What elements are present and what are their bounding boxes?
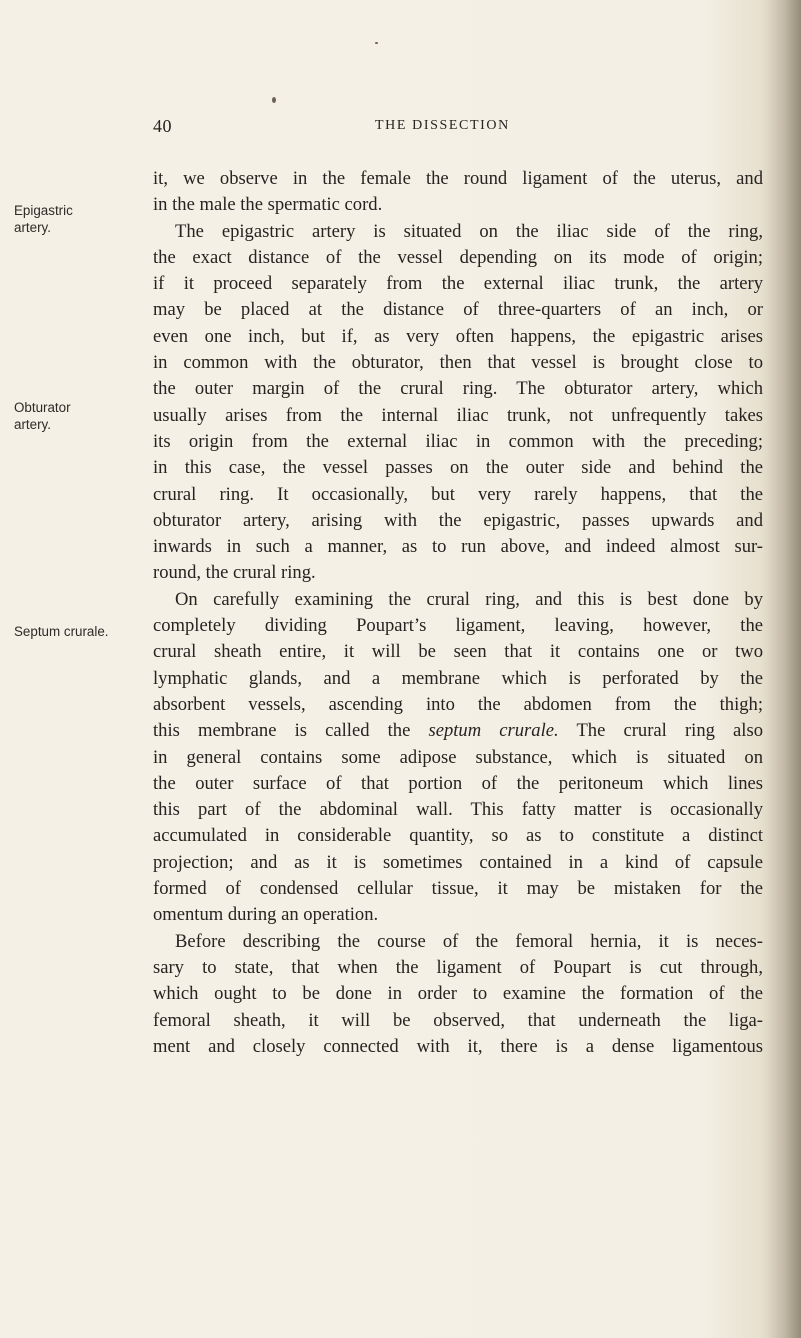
text-line-with-italic	[153, 718, 763, 744]
text-line: may be placed at the distance of three-quarters of an inch, or	[153, 299, 763, 321]
text-line: this part of the abdominal wall. This fatty matter is occasionally	[153, 799, 763, 821]
page-header	[153, 116, 753, 140]
text-line: which ought to be done in order to examine the formation of the	[153, 983, 763, 1005]
text-line: in common with the obturator, then that vessel is brought close to	[153, 352, 763, 374]
text-line: crural sheath entire, it will be seen that it contains one or two	[153, 641, 763, 663]
text-line: accumulated in considerable quantity, so as to constitute a distinct	[153, 825, 763, 847]
text-line: in this case, the vessel passes on the outer side and behind the	[153, 457, 763, 479]
margin-note-septum	[14, 623, 109, 640]
text-line: it, we observe in the female the round ligament of the uterus, and	[153, 168, 763, 189]
text-line: even one inch, but if, as very often happens, the epigastric arises	[153, 325, 763, 347]
text-line: formed of condensed cellular tissue, it may be mistaken for the	[153, 878, 763, 900]
text-line: Before describing the course of the femoral hernia, it is neces-	[175, 930, 763, 952]
text-line: femoral sheath, it will be observed, that underneath the liga-	[153, 1009, 763, 1031]
text-line: omentum during an operation.	[153, 904, 379, 926]
text-line: in general contains some adipose substance, which is situated on	[153, 746, 763, 768]
text-fragment: The crural ring also	[576, 720, 763, 742]
margin-note-line: Epigastric	[14, 203, 73, 218]
text-line: completely dividing Poupart’s ligament, leaving, however, the	[153, 615, 763, 637]
italic-term-septum-crurale: septum crurale.	[428, 720, 559, 742]
text-line: projection; and as it is sometimes contained in a kind of capsule	[153, 851, 763, 873]
text-line: in the male the spermatic cord.	[153, 194, 383, 216]
text-line: the exact distance of the vessel depending on its mode of origin;	[153, 246, 763, 268]
margin-note-epigastric	[14, 202, 73, 236]
text-line: inwards in such a manner, as to run above, and indeed almost sur-	[153, 536, 763, 558]
text-line: the outer margin of the crural ring. The obturator artery, which	[153, 378, 763, 400]
margin-note-line: Septum crurale.	[14, 624, 109, 639]
running-head: THE DISSECTION	[375, 118, 510, 133]
text-line: ment and closely connected with it, there is a dense ligamentous	[153, 1035, 763, 1057]
margin-note-line: Obturator	[14, 400, 71, 415]
text-line: if it proceed separately from the external iliac trunk, the artery	[153, 273, 763, 295]
text-line: its origin from the external iliac in common with the preceding;	[153, 430, 763, 452]
margin-note-line: artery.	[14, 220, 51, 235]
text-line: round, the crural ring.	[153, 562, 316, 584]
text-line: sary to state, that when the ligament of Poupart is cut through,	[153, 956, 763, 978]
text-line: the outer surface of that portion of the peritoneum which lines	[153, 772, 763, 794]
margin-note-obturator	[14, 399, 71, 433]
ink-speck	[272, 97, 276, 103]
text-line: absorbent vessels, ascending into the abdomen from the thigh;	[153, 693, 763, 715]
text-line: crural ring. It occasionally, but very rarely happens, that the	[153, 483, 763, 505]
page-edge-shadow	[767, 0, 801, 1338]
text-line: The epigastric artery is situated on the iliac side of the ring,	[175, 220, 763, 242]
text-fragment: this membrane is called the	[153, 720, 411, 742]
ink-speck	[375, 42, 378, 44]
margin-note-line: artery.	[14, 417, 51, 432]
body-text	[153, 166, 763, 1060]
page-number: 40	[153, 116, 172, 136]
text-line: lymphatic glands, and a membrane which is perforated by the	[153, 667, 763, 689]
text-line: usually arises from the internal iliac trunk, not unfrequently takes	[153, 404, 763, 426]
text-line: obturator artery, arising with the epigastric, passes upwards and	[153, 509, 763, 531]
text-line: On carefully examining the crural ring, and this is best done by	[175, 588, 763, 610]
